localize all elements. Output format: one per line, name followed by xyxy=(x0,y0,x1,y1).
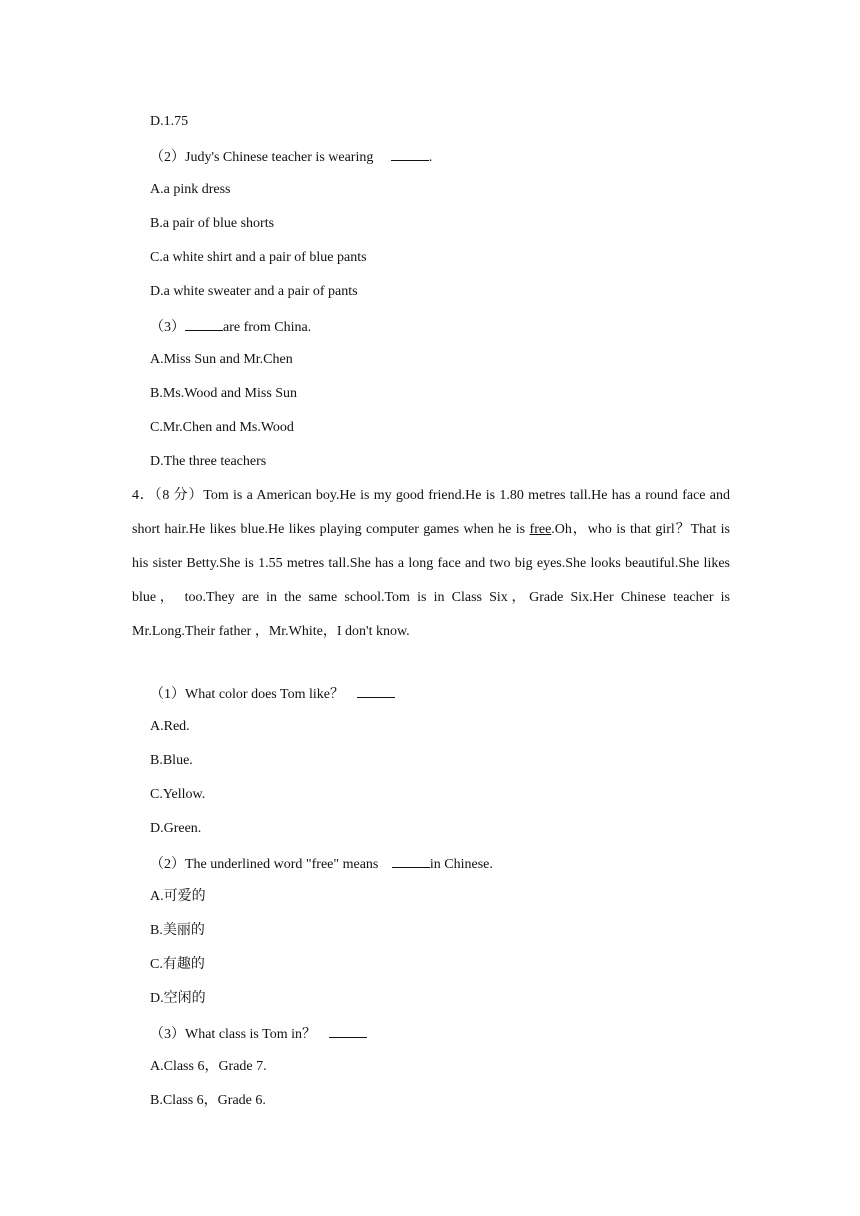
question-text: （1）What color does Tom like？ xyxy=(150,687,344,702)
question-4-1 xyxy=(150,683,730,717)
question-3-2 xyxy=(150,146,730,180)
question-4-2 xyxy=(150,853,730,887)
passage-text-before: Tom is a American boy.He is my good friend.He is 1.80 metres tall.He has a round face and short hair.He likes blue.He likes playing computer games when he is xyxy=(132,488,731,537)
answer-blank xyxy=(392,853,430,868)
option: B.Blue. xyxy=(150,753,193,768)
option: A.a pink dress xyxy=(150,182,231,197)
option: D.Green. xyxy=(150,821,202,836)
underlined-word: free xyxy=(529,522,552,537)
option: C.有趣的 xyxy=(150,957,205,972)
page-content xyxy=(132,112,731,1125)
option: B.美丽的 xyxy=(150,923,205,938)
option: B.Ms.Wood and Miss Sun xyxy=(150,386,298,401)
question-text: （2）The underlined word "free" means xyxy=(150,857,379,872)
option-d-prev: D.1.75 xyxy=(150,114,189,129)
answer-blank xyxy=(391,146,429,161)
reading-passage xyxy=(132,479,730,649)
question-prefix: （3） xyxy=(150,320,185,335)
option: C.Mr.Chen and Ms.Wood xyxy=(150,420,294,435)
answer-blank xyxy=(185,316,223,331)
spacer xyxy=(150,649,730,683)
question-number: 4． xyxy=(132,488,155,503)
option: B.Class 6，Grade 6. xyxy=(150,1093,266,1108)
option: B.a pair of blue shorts xyxy=(150,216,275,231)
option: A.Red. xyxy=(150,719,190,734)
question-4-3 xyxy=(150,1023,730,1057)
question-suffix: . xyxy=(428,150,433,165)
option: A.可爱的 xyxy=(150,889,206,904)
question-suffix: in Chinese. xyxy=(429,857,493,872)
question-text: （2）Judy's Chinese teacher is wearing xyxy=(150,150,374,165)
option: C.a white shirt and a pair of blue pants xyxy=(150,250,367,265)
option: A.Class 6，Grade 7. xyxy=(150,1059,267,1074)
answer-blank xyxy=(329,1023,367,1038)
question-text: （3）What class is Tom in？ xyxy=(150,1027,316,1042)
question-3-3 xyxy=(150,316,730,350)
option: D.The three teachers xyxy=(150,454,267,469)
answer-blank xyxy=(357,683,395,698)
passage-text-after: .Oh，who is that girl？That is his sister Betty.She is 1.55 metres tall.She has a long face and two big eyes.She looks beautiful.She likes blue， too.They are in the same school.Tom is in Class Six，Grade Six.Her Chinese teacher is Mr.Long.Their father ，Mr.White，I don't know. xyxy=(132,522,730,639)
option: D.空闲的 xyxy=(150,991,206,1006)
option: C.Yellow. xyxy=(150,787,206,802)
option: A.Miss Sun and Mr.Chen xyxy=(150,352,293,367)
question-score: （8 分） xyxy=(154,488,204,503)
option: D.a white sweater and a pair of pants xyxy=(150,284,358,299)
question-suffix: are from China. xyxy=(223,320,312,335)
